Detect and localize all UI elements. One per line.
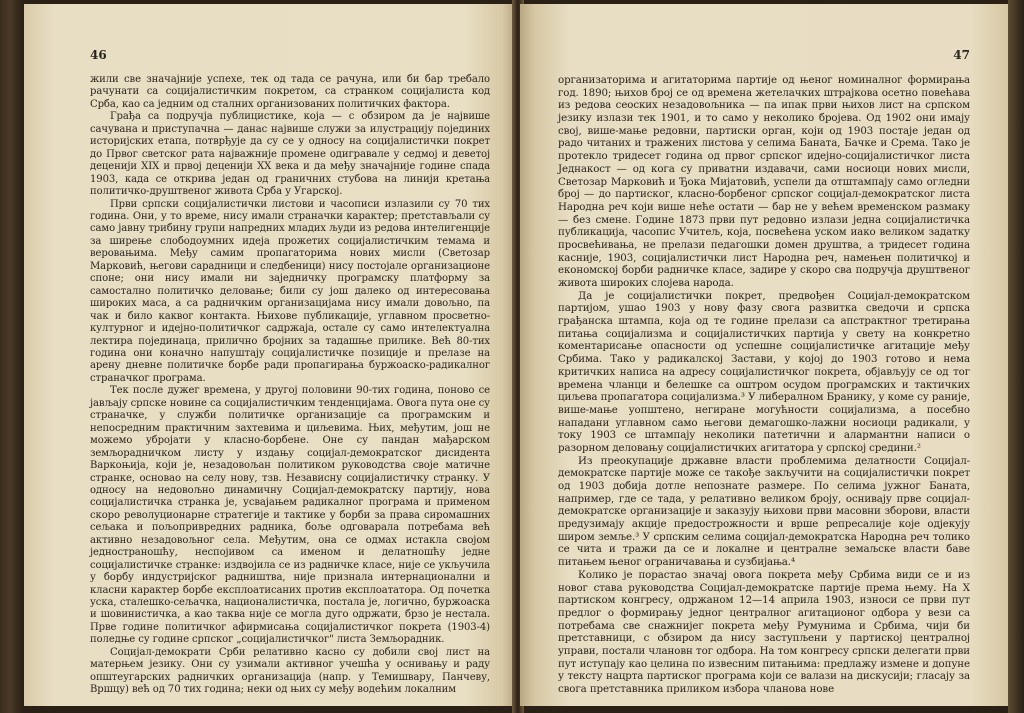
left-page-body — [90, 74, 490, 697]
paragraph: Да је социјалистички покрет, предвођен Социјал-демократском партијом, ушао 1903 у нову фазу свога развитка сведочи и српска грађанска штампа, која од те године прелази са апстрактног третирања питања социјализма и социјалистичких партија у свету на конкретно коментарисање опасности од успешне социјалистичке агитације међу Србима. Тако у радикалској Застави, у којој до 1903 готово и нема критичких написа на адресу социјалистичког покрета, објављују се од тог времена чланци и белешке са оштром осудом програмских и тактичких циљева пропагатора социјализма.³ У либералном Бранику, у коме су раније, више-мање уопштено, негиране могућности социјализма, а посебно нападани углавном само његови демагошко-лажни носиоци радикали, у току 1903 се штампају неколики патетични и алармантни написи о разорном деловању социјалистичких агитатора у српској средини.² — [558, 289, 970, 454]
paragraph: Тек после дужег времена, у другој половини 90-тих година, поново се јављају српске новине са социјалистичким тенденцијама. Овога пута оне су страначке, у служби политичке организације са програмским и непосредним практичним захтевима и циљевима. Њих, међутим, још не можемо убројати у класно-борбене. Оне су пандан мађарском земљорадничком листу у издању социјал-демократског дисидента Варкоњија, који је, незадовољан политиком руководства своје матичне странке, основао на селу нову, тзв. Независну социјалистичку странку. У односу на недовољно динамичну Социјал-демократску партију, нова социјалистичка странка је, усвајањем радикалног програма и применом скоро револуционарне стратегије и тактике у борби за права сиромашних сељака и пољопривредних радника, боље одговарала потребама већ активно незадовољног села. Међутим, она се одмах истакла својом једностраношћу, неспојивом са именом и делатношћу једне социјалистичке странке: издвојила се из радничке класе, није се укључила у борбу индустријског радништва, није признала интернационални и класни карактер борбе експлоатисаних против експлоататора. Од почетка уска, сталешко-сељачка, националистичка, постала је, логично, буржоаска и шовинистичка, а као таква није се могла дуго одржати, брзо је нестала. Прве године политичког афирмисања социјалистичког покрета (1903-4) поледње су године српског „социјалистичког" листа Земљорадник. — [90, 385, 490, 646]
paragraph: Грађа са подручја публицистике, која — с обзиром да је највише сачувана и приступачна — данас највише служи за илустрацију појединих историјских етапа, потврђује да су се у односу на социјалистички покрет до Првог светског рата најважније промене одигравале у седмој и деветој деценији XIX и првој деценији XX века и да међу значајније године спада 1903, када се открива један од граничних стубова на линији кретања политичко-друштвеног живота Срба у Угарској. — [90, 111, 490, 198]
paragraph: Социјал-демократи Срби релативно касно су добили свој лист на матерњем језику. Они су узимали активног учешћа у оснивању и раду општеугарских радничких организација (напр. у Темишвару, Панчеву, Вршцу) већ од 70 тих година; неки од њих су међу водећим локалним — [90, 646, 490, 696]
paragraph: Из преокупације државне власти проблемима делатности Социјал-демократске партије може се такође закључити на социјалистички покрет од 1903 добија дотле непознате размере. По селима јужног Баната, например, где се тада, у релативно великом броју, оснивају прве социјал-демократске организације и заказују њихови први масовни зборови, власти предузимају акције предострожности и врше репресалије које одјекују широм земље.³ У српским селима социјал-демократска Народна реч толико се чита и тражи да се и локалне и централне земаљске власти баве питањем њеног ограничавања и сузбијања.⁴ — [558, 454, 970, 569]
paragraph: Први српски социјалистички листови и часописи излазили су 70 тих година. Они, у то време, нису имали страначки карактер; претстављали су само јавну трибину групи напредних младих људи из редова интелигенције за ширење слободоумних идеја прожетих социјалистичким темама и веровањима. Међу самим пропагаторима нових мисли (Светозар Марковић, његови сарадници и следбеници) нису постојале организационе споне; они нису имали ни заједничку програмску платформу за самостално политичко деловање; били су још далеко од интересовања широких маса, а са радничким организацијама нису имали довољно, па чак и било каквог контакта. Њихове публикације, углавном просветно-културног и идејно-политичког садржаја, остале су само интелектуална лектира појединаца, прилично бројних за тадашње прилике. Већ 80-тих година они коначно напуштају социјалистичке позиције и прелазе на арену дневне политичке борбе ради пропагирања буржоаско-радикалног страначког програма. — [90, 198, 490, 384]
right-page — [520, 4, 1008, 706]
paragraph: Колико је порастао значај овога покрета међу Србима види се и из новог става руководства Социјал-демократске партије према њему. На X партиском конгресу, одржаном 12—14 априла 1903, износи се први пут предлог о формирању једног централног агитационог одбора у вези са потребама све снажнијег покрета међу Румунима и Србима, чији би претставници, с обзиром да нису заступљени у партиској централној управи, постали члановн тог одбора. На том конгресу српски делегати први пут иступају као целина по извесним питањима: предлажу измене и допуне у тексту нацрта партиског програма који се валази на дискусији; гласају за свога претставника приликом избора чланова нове — [558, 568, 970, 695]
left-page — [24, 4, 516, 706]
page-number-right: 47 — [953, 48, 970, 62]
book-edge — [1008, 0, 1024, 713]
right-page-body — [558, 74, 970, 696]
paragraph: жили све значајније успехе, тек од тада се рачуна, или би бар требало рачунати са социјалистичким покретом, са странком социјалиста код Срба, као са једним од сталних организованих политичких фактора. — [90, 74, 490, 110]
page-number-left: 46 — [90, 48, 107, 62]
paragraph: организаторима и агитаторима партије од њеног номиналног формирања год. 1890; њихов број се од времена жетелачких штрајкова осетно повећава из редова сеоских незадовољника — па ипак први њихов лист на српском језику излази тек 1901, и то само у неколико бројева. Од 1902 они имају свој, више-мање редовни, партиски орган, који од 1903 постаје један од радо читаних и тражених листова у селима Баната, Бачке и Срема. Тако је протекло тридесет година од првог српског идејно-социјалистичког листа Једнакост — од кога су приватни издавачи, сами носиоци нових мисли, Светозар Марковић и Ђока Миjатовић, успели да отштампају само оглeдни број — до партиског, класно-борбеног српског социјал-демократског листа Народна реч који више неће остати — бар не у већем временском размаку — без смене. Године 1873 први пут редовно излази једна социјалистичка публикација, часопис Учитељ, која, посвећена уском иако великом задатку просвећивања, не прелази педагошки домен друштва, а тридесет година касније, 1903, социјалистички лист Народна реч, намењен политичкој и економској борби радничке класе, задире у скоро сва подручја друштвеног живота широких слојева народа. — [558, 74, 970, 289]
